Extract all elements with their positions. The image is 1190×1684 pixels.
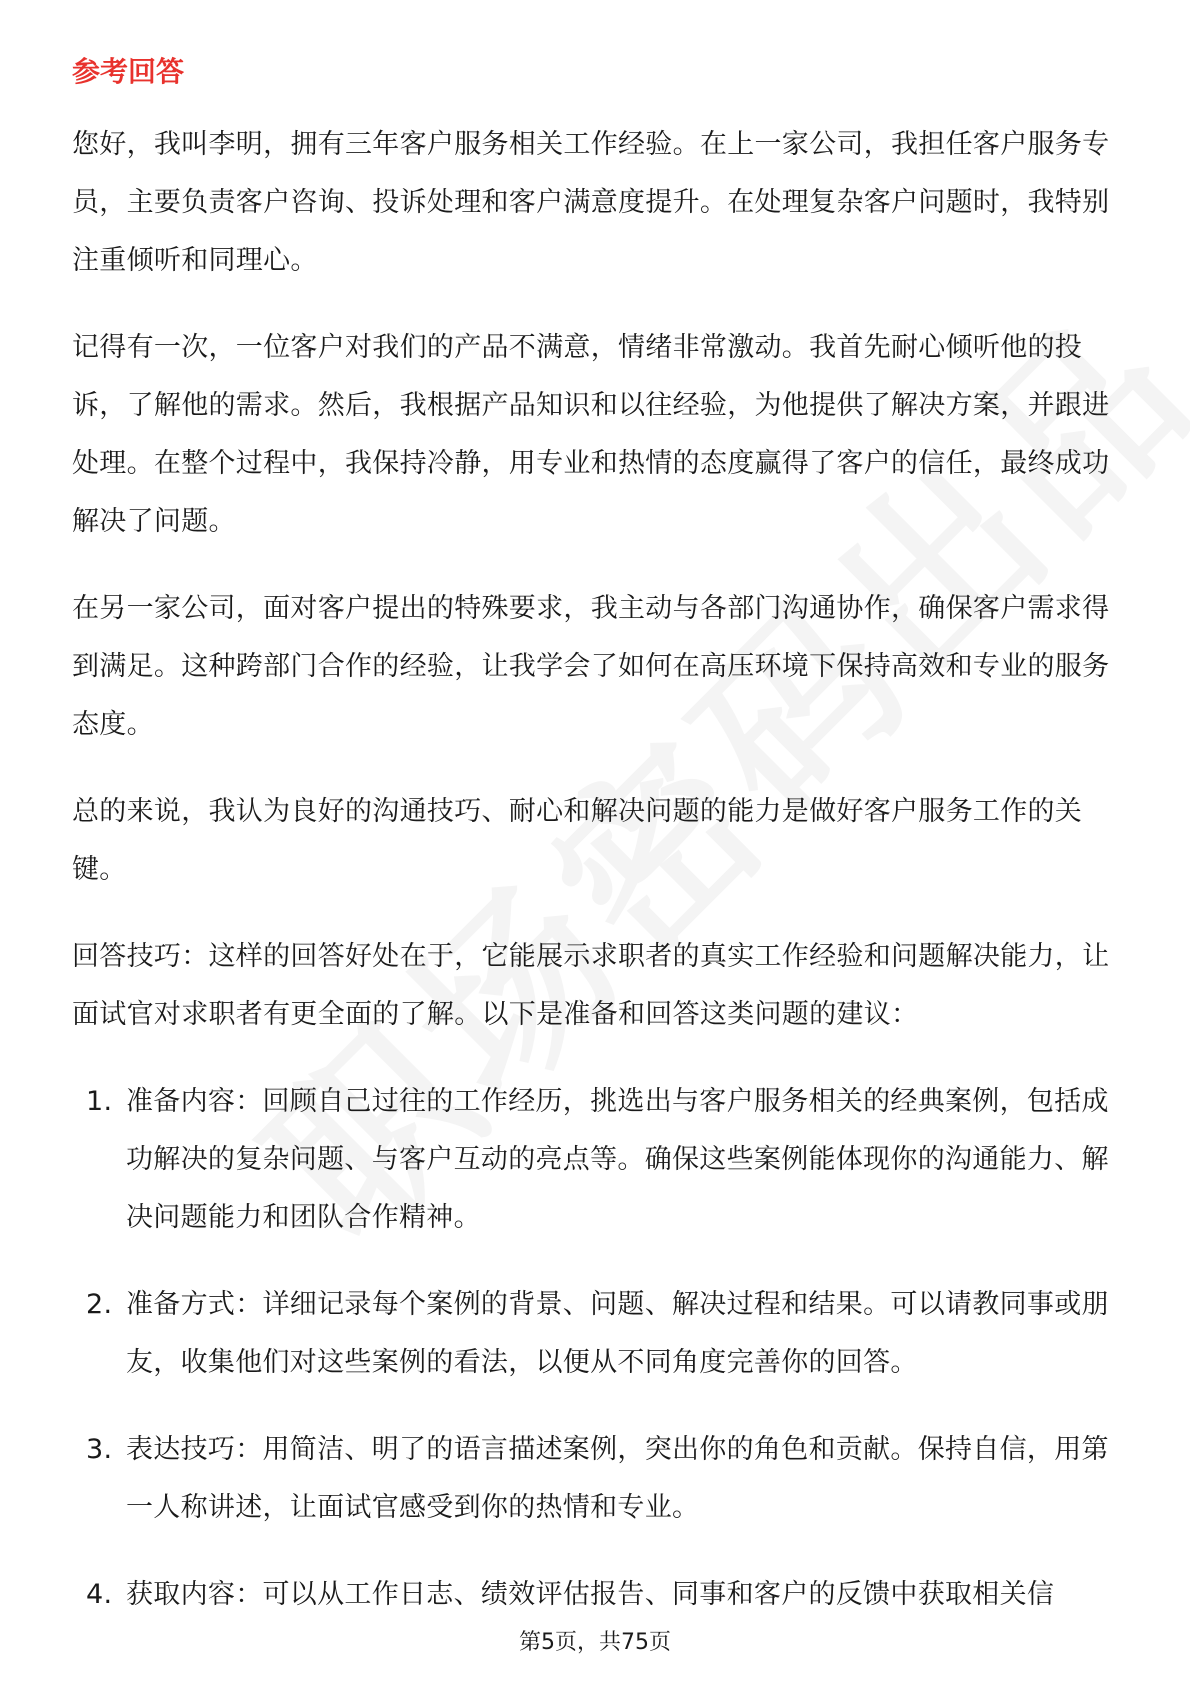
answer-content bbox=[72, 116, 1122, 1653]
list-number: 1. bbox=[86, 1086, 113, 1117]
list-item bbox=[72, 1276, 1122, 1392]
paragraph: 您好，我叫李明，拥有三年客户服务相关工作经验。在上一家公司，我担任客户服务专员，主要负责客户咨询、投诉处理和客户满意度提升。在处理复杂客户问题时，我特别注重倾听和同理心。 bbox=[72, 129, 1110, 276]
tips-list bbox=[72, 1073, 1122, 1624]
list-number: 2. bbox=[86, 1289, 113, 1320]
list-item-text: 准备内容：回顾自己过往的工作经历，挑选出与客户服务相关的经典案例，包括成功解决的复杂问题、与客户互动的亮点等。确保这些案例能体现你的沟通能力、解决问题能力和团队合作精神。 bbox=[126, 1086, 1109, 1233]
list-item bbox=[72, 1073, 1122, 1247]
list-number: 4. bbox=[86, 1579, 113, 1610]
answer-tips-intro: 回答技巧：这样的回答好处在于，它能展示求职者的真实工作经验和问题解决能力，让面试官对求职者有更全面的了解。以下是准备和回答这类问题的建议： bbox=[72, 941, 1110, 1030]
section-title: 参考回答 bbox=[72, 55, 185, 88]
list-number: 3. bbox=[86, 1434, 113, 1465]
paragraph: 记得有一次，一位客户对我们的产品不满意，情绪非常激动。我首先耐心倾听他的投诉，了解他的需求。然后，我根据产品知识和以往经验，为他提供了解决方案，并跟进处理。在整个过程中，我保持冷静，用专业和热情的态度赢得了客户的信任，最终成功解决了问题。 bbox=[72, 332, 1110, 537]
list-item bbox=[72, 1566, 1122, 1624]
list-item bbox=[72, 1421, 1122, 1537]
list-item-text: 获取内容：可以从工作日志、绩效评估报告、同事和客户的反馈中获取相关信 bbox=[126, 1579, 1055, 1610]
paragraph: 在另一家公司，面对客户提出的特殊要求，我主动与各部门沟通协作，确保客户需求得到满足。这种跨部门合作的经验，让我学会了如何在高压环境下保持高效和专业的服务态度。 bbox=[72, 593, 1110, 740]
list-item-text: 表达技巧：用简洁、明了的语言描述案例，突出你的角色和贡献。保持自信，用第一人称讲述，让面试官感受到你的热情和专业。 bbox=[126, 1434, 1109, 1523]
paragraph: 总的来说，我认为良好的沟通技巧、耐心和解决问题的能力是做好客户服务工作的关键。 bbox=[72, 796, 1083, 885]
list-item-text: 准备方式：详细记录每个案例的背景、问题、解决过程和结果。可以请教同事或朋友，收集他们对这些案例的看法，以便从不同角度完善你的回答。 bbox=[126, 1289, 1109, 1378]
page-number-footer: 第5页，共75页 bbox=[519, 1630, 671, 1655]
